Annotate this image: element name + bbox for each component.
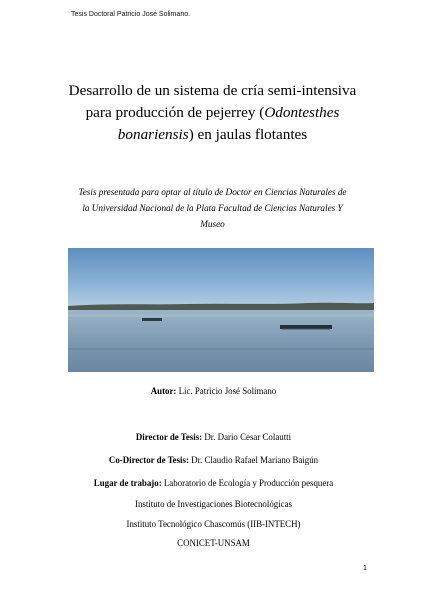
director-line (0, 432, 427, 442)
subtitle-line-3: Museo (200, 219, 225, 229)
workplace-intech: Instituto Tecnológico Chascomús (IIB-INTECH) (126, 519, 301, 529)
director-label: Director de Tesis: (135, 432, 203, 442)
workplace-lab: Laboratorio de Ecología y Producción pesquera (163, 478, 334, 488)
codirector-label: Co-Director de Tesis: (108, 455, 189, 465)
author-label: Autor: (150, 386, 177, 396)
workplace-institute: Instituto de Investigaciones Biotecnológicas (134, 499, 292, 509)
species-epithet: bonariensis (117, 126, 189, 143)
codirector-line (0, 455, 427, 465)
director-name: Dr. Dario Cesar Colautti (204, 432, 292, 442)
title-line-2: para producción de pejerrey (Odontesthes (85, 104, 340, 121)
thesis-title (40, 80, 385, 146)
running-header: Tesis Doctoral Patricio José Solimano. (71, 11, 191, 18)
subtitle-line-1: Tesis presentada para optar al título de Doctor en Ciencias Naturales de (78, 187, 347, 197)
author-line (0, 386, 427, 396)
workplace-line (0, 478, 427, 488)
thesis-subtitle (40, 184, 385, 232)
species-genus: Odontesthes (264, 104, 340, 121)
author-name: Lic. Patricio José Solimano (178, 386, 277, 396)
page-number: 1 (363, 565, 367, 572)
title-line-3: bonariensis) en jaulas flotantes (117, 126, 308, 143)
codirector-name: Dr. Claudio Rafael Mariano Baigún (191, 455, 319, 465)
title-line-1: Desarrollo de un sistema de cría semi-intensiva (68, 82, 357, 99)
lagoon-cages-photo (68, 248, 374, 372)
workplace-label: Lugar de trabajo: (93, 478, 162, 488)
subtitle-line-2: la Universidad Nacional de la Plata Facultad de Ciencias Naturales Y (82, 203, 343, 213)
workplace-conicet: CONICET-UNSAM (177, 538, 250, 548)
